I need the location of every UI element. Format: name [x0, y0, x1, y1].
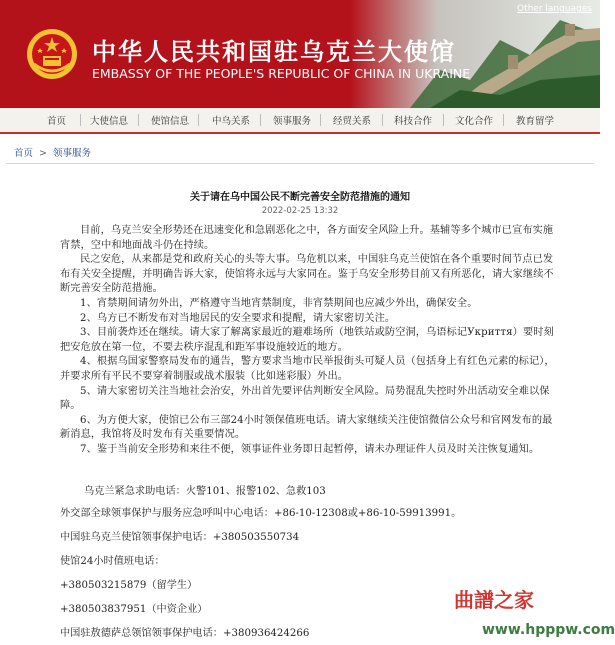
breadcrumb — [14, 145, 91, 159]
nav-item-consular[interactable]: 领事服务 — [273, 116, 312, 127]
header-banner — [0, 0, 600, 108]
nav-divider — [503, 114, 504, 126]
embassy-title-cn: 中华人民共和国驻乌克兰大使馆 — [92, 38, 456, 66]
contact-line: 乌克兰紧急求助电话：火警101、报警102、急救103 — [84, 486, 326, 497]
nav-divider — [198, 114, 199, 126]
nav-item-embassy[interactable]: 使馆信息 — [151, 116, 190, 127]
nav-divider — [382, 114, 383, 126]
article-paragraph: 7、鉴于当前安全形势和来往不便，领事证件业务即日起暂停，请未办理证件人员及时关注恢复通知。 — [80, 443, 540, 455]
contact-line: 中国驻敖德萨总领馆领事保护电话：+380936424266 — [60, 628, 310, 639]
nav-item-education[interactable]: 教育留学 — [516, 116, 555, 127]
article-title: 关于请在乌中国公民不断完善安全防范措施的通知 — [190, 192, 410, 203]
nav-item-trade[interactable]: 经贸关系 — [333, 116, 372, 127]
article-body — [60, 224, 560, 458]
article-date: 2022-02-25 13:32 — [261, 206, 339, 216]
nav-item-culture[interactable]: 文化合作 — [455, 116, 494, 127]
article-paragraph: 3、目前袭炸还在继续。请大家了解离家最近的避难场所（地铁站或防空洞，乌语标记Укриття）要时刻把安危放在第一位，不要去秩序混乱和距军事设施较近的地方。 — [60, 327, 554, 353]
divider — [6, 163, 594, 164]
nav-item-relations[interactable]: 中乌关系 — [212, 116, 251, 127]
article-paragraph: 2、乌方已不断发布对当地居民的安全要求和提醒，请大家密切关注。 — [80, 312, 396, 324]
breadcrumb-current[interactable]: 领事服务 — [52, 148, 91, 159]
watermark-logo: 曲譜之家 — [454, 588, 534, 612]
article-paragraph: 5、请大家密切关注当地社会治安，外出首先要评估判断安全风险。局势混乱失控时外出活动安全难以保障。 — [60, 385, 550, 412]
site-watermark — [454, 578, 615, 645]
contact-line: 外交部全球领事保护与服务应急呼叫中心电话：+86-10-12308或+86-10-59913991。 — [60, 508, 462, 519]
contact-line: +380503215879（留学生） — [60, 580, 198, 591]
nav-item-science[interactable]: 科技合作 — [394, 116, 433, 127]
nav-item-ambassador[interactable]: 大使信息 — [90, 116, 129, 127]
nav-divider — [443, 114, 444, 126]
article-paragraph: 民之安危，从来都是党和政府关心的头等大事。乌危机以来，中国驻乌克兰使馆在各个重要时间节点已发布有关安全提醒，并明确告诉大家，使馆将永远与大家同在。鉴于乌安全形势目前又有所恶化，请大家继续不断完善安全防范措施。 — [60, 254, 554, 295]
article-paragraph: 目前，乌克兰安全形势还在迅速变化和急剧恶化之中，各方面安全风险上升。基辅等多个城市已宣布实施宵禁，空中和地面战斗仍在持续。 — [60, 225, 554, 251]
watermark-url: www.hpppw.com — [482, 622, 615, 638]
breadcrumb-home[interactable]: 首页 — [14, 148, 34, 159]
national-emblem-icon — [26, 28, 78, 80]
breadcrumb-arrow-icon: > — [39, 148, 47, 159]
contact-line: 使馆24小时值班电话： — [60, 556, 165, 567]
article-paragraph: 4、根据乌国家警察局发布的通告，警方要求当地市民举报街头可疑人员（包括身上有红色元素的标记），并要求所有平民不要穿着制服或战术服装（比如迷彩服）外出。 — [60, 356, 555, 382]
nav-divider — [138, 114, 139, 126]
nav-divider — [260, 114, 261, 126]
nav-divider — [80, 114, 81, 126]
article-paragraph: 1、宵禁期间请勿外出，严格遵守当地宵禁制度，非宵禁期间也应减少外出，确保安全。 — [80, 297, 478, 309]
other-languages-link[interactable]: Other languages — [516, 4, 592, 14]
contact-line: +380503837951（中资企业） — [60, 604, 208, 615]
main-nav — [0, 108, 600, 134]
embassy-title-en: EMBASSY OF THE PEOPLE'S REPUBLIC OF CHINA IN UKRAINE — [92, 66, 471, 81]
contact-line: 中国驻乌克兰使馆领事保护电话：+380503550734 — [60, 532, 300, 543]
nav-divider — [320, 114, 321, 126]
nav-item-home[interactable]: 首页 — [47, 116, 67, 127]
article-paragraph: 6、为方便大家，使馆已公布三部24小时领保值班电话。请大家继续关注使馆微信公众号和官网发布的最新消息，我馆将及时发布有关重要情况。 — [60, 414, 553, 441]
